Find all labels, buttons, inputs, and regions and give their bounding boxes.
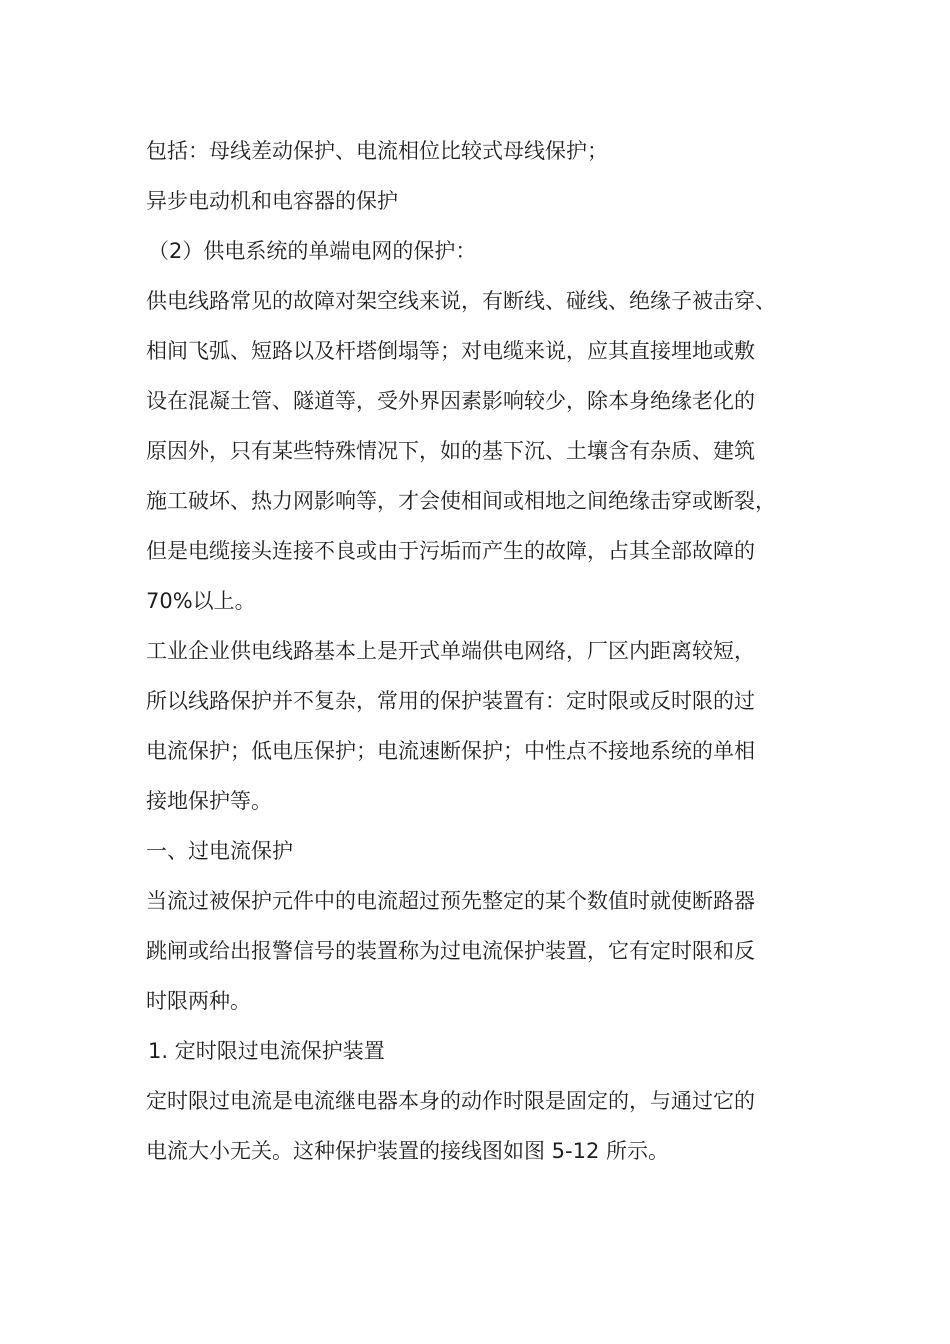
text-line: 电流大小无关。这种保护装置的接线图如图 5-12 所示。: [146, 1139, 670, 1163]
text-line: 所以线路保护并不复杂，常用的保护装置有：定时限或反时限的过: [146, 689, 755, 713]
text-line: 跳闸或给出报警信号的装置称为过电流保护装置，它有定时限和反: [146, 939, 755, 963]
text-line: 接地保护等。: [146, 789, 272, 813]
section-heading: 一、过电流保护: [146, 839, 293, 863]
text-line: 时限两种。: [146, 989, 251, 1013]
text-line: 当流过被保护元件中的电流超过预先整定的某个数值时就使断路器: [146, 889, 755, 913]
text-line: 供电线路常见的故障对架空线来说，有断线、碰线、绝缘子被击穿、: [146, 289, 776, 313]
text-line: （2）供电系统的单端电网的保护：: [148, 239, 477, 263]
subsection-heading: 1. 定时限过电流保护装置: [148, 1039, 385, 1063]
text-line: 70%以上。: [146, 589, 256, 613]
text-line: 但是电缆接头连接不良或由于污垢而产生的故障，占其全部故障的: [146, 539, 755, 563]
text-line: 包括：母线差动保护、电流相位比较式母线保护；: [146, 139, 608, 163]
text-line: 施工破坏、热力网影响等，才会使相间或相地之间绝缘击穿或断裂，: [146, 489, 776, 513]
text-line: 定时限过电流是电流继电器本身的动作时限是固定的，与通过它的: [146, 1089, 755, 1113]
text-line: 电流保护；低电压保护；电流速断保护；中性点不接地系统的单相: [146, 739, 755, 763]
text-line: 异步电动机和电容器的保护: [146, 189, 398, 213]
text-line: 原因外，只有某些特殊情况下，如的基下沉、土壤含有杂质、建筑: [146, 439, 755, 463]
text-line: 相间飞弧、短路以及杆塔倒塌等；对电缆来说，应其直接埋地或敷: [146, 339, 755, 363]
text-line: 设在混凝土管、隧道等，受外界因素影响较少，除本身绝缘老化的: [146, 389, 755, 413]
text-line: 工业企业供电线路基本上是开式单端供电网络，厂区内距离较短，: [146, 639, 755, 663]
